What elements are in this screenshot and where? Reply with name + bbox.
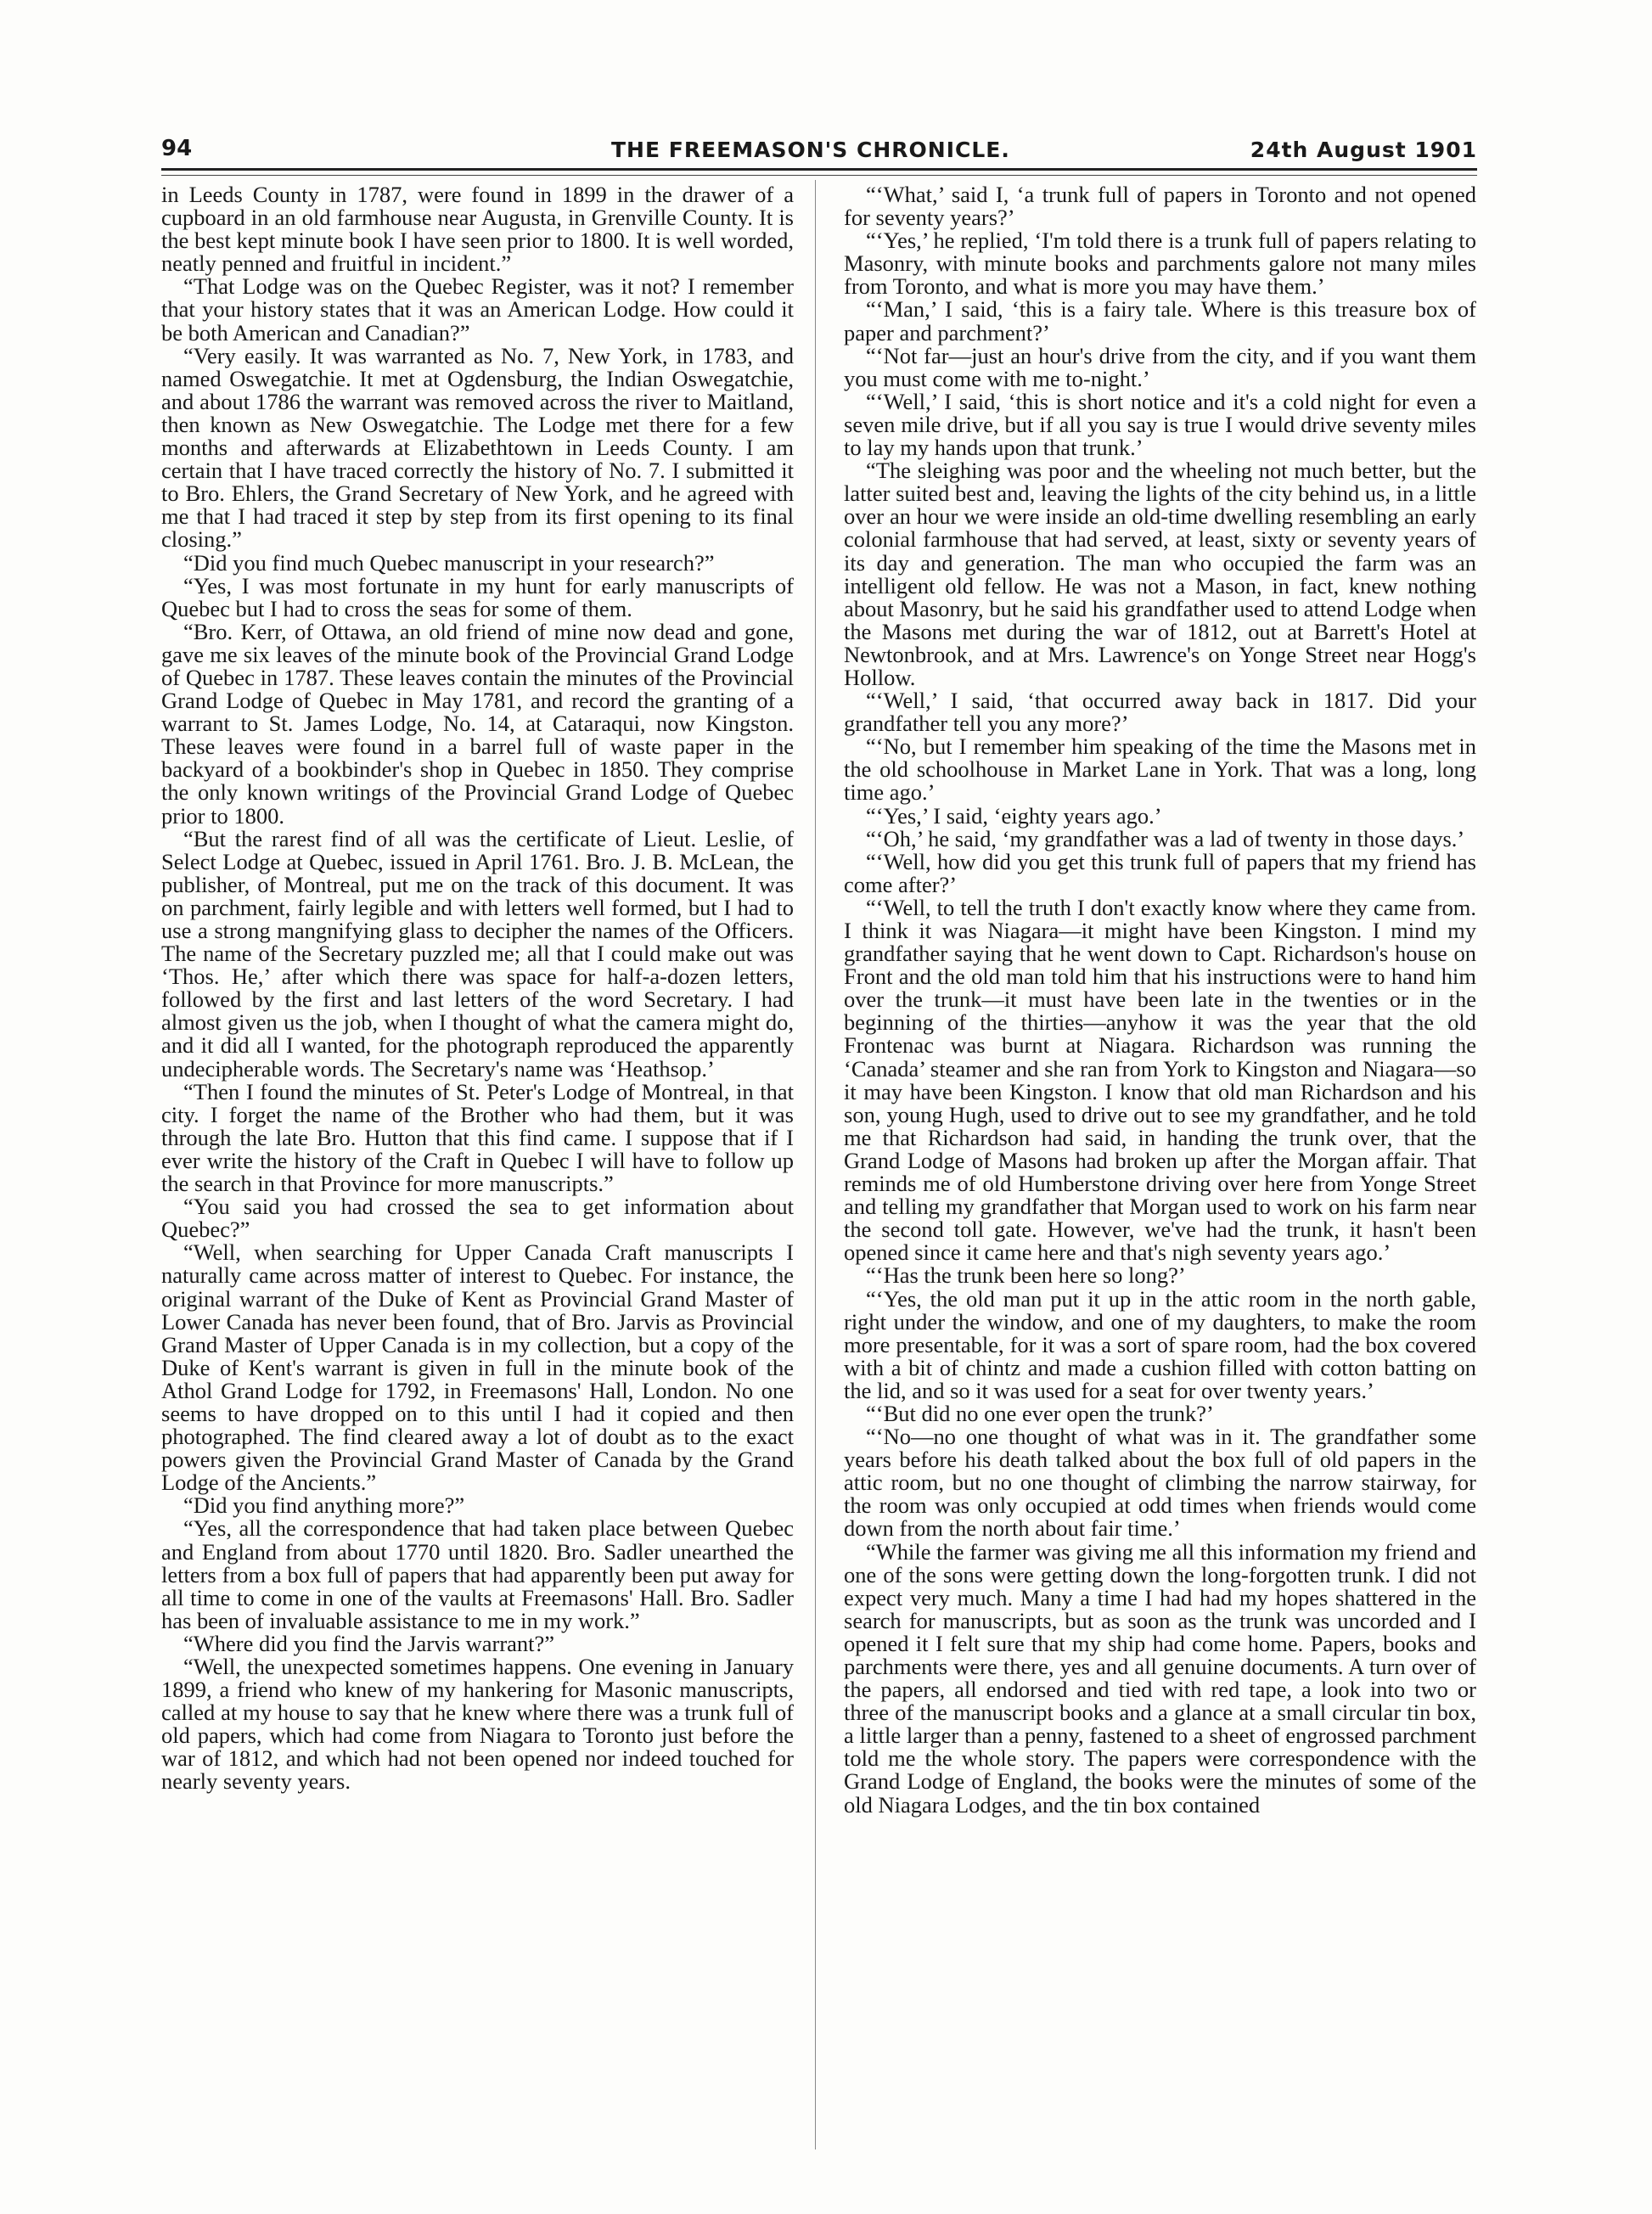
- paragraph: “‘Yes, the old man put it up in the attic room in the north gable, right under the window, and one of my daughters, to make the room more presentable, for it was a sort of spare room, had the box covered with a bit of chintz and made a cushion filled with cotton batting on the lid, and so it was used for a seat for over twenty years.’: [844, 1285, 1476, 1403]
- issue-date: 24th August 1901: [1250, 138, 1477, 162]
- paragraph: “‘Yes,’ I said, ‘eighty years ago.’: [866, 802, 1162, 829]
- paragraph: “‘Oh,’ he said, ‘my grandfather was a lad of twenty in those days.’: [866, 825, 1465, 851]
- left-column: [161, 183, 794, 1794]
- paragraph: “The sleighing was poor and the wheeling not much better, but the latter suited best and, leaving the lights of the city behind us, in a little over an hour we were inside an old-time dwelling resembling an early colonial farmhouse that had served, at least, sixty or seventy years of its day and generation. The man who occupied the farm was an intelligent old fellow. He was not a Mason, in fact, knew nothing about Masonry, but he said his grandfather used to attend Lodge when the Masons met during the war of 1812, out at Barrett's Hotel at Newtonbrook, and at Mrs. Lawrence's on Yonge Street near Hogg's Hollow.: [844, 458, 1476, 690]
- paragraph: “Where did you find the Jarvis warrant?”: [183, 1630, 555, 1656]
- page-number: 94: [161, 136, 193, 161]
- column-divider: [815, 180, 816, 2149]
- paragraph: “‘But did no one ever open the trunk?’: [866, 1400, 1214, 1426]
- paragraph: “‘No, but I remember him speaking of the time the Masons met in the old schoolhouse in Market Lane in York. That was a long, long time ago.’: [844, 733, 1476, 806]
- paragraph: “‘Well, how did you get this trunk full of papers that my friend has come after?’: [844, 848, 1476, 897]
- paragraph: “Yes, all the correspondence that had taken place between Quebec and England from about 1770 until 1820. Bro. Sadler unearthed the letters from a box full of papers that had apparently been put away for all time to come in one of the vaults at Freemasons' Hall. Bro. Sadler has been of invaluable assistance to me in my work.”: [161, 1515, 794, 1633]
- paragraph: “But the rarest find of all was the certificate of Lieut. Leslie, of Select Lodge at Quebec, issued in April 1761. Bro. J. B. McLean, the publisher, of Montreal, put me on the track of this document. It was on parchment, fairly legible and with letters well formed, but I had to use a strong mangnifying glass to decipher the names of the Officers. The name of the Secretary puzzled me; all that I could make out was ‘Thos. He,’ after which there was space for half-a-dozen letters, followed by the first and last letters of the word Secretary. I had almost given us the job, when I thought of what the camera might do, and it did all I wanted, for the photograph reproduced the apparently undecipherable words. The Secretary's name was ‘Heathsop.’: [161, 825, 794, 1082]
- paragraph: “‘No—no one thought of what was in it. The grandfather some years before his death talked about the box full of old papers in the attic room, but no one thought of climbing the narrow stairway, for the room was only occupied at odd times when friends would come down from the north about fair time.’: [844, 1424, 1476, 1542]
- right-column: [844, 183, 1476, 1817]
- paragraph: “Bro. Kerr, of Ottawa, an old friend of mine now dead and gone, gave me six leaves of the minute book of the Provincial Grand Lodge of Quebec in 1787. These leaves contain the minutes of the Provincial Grand Lodge of Quebec in May 1781, and record the granting of a warrant to St. James Lodge, No. 14, at Cataraqui, now Kingston. These leaves were found in a barrel full of waste paper in the backyard of a bookbinder's shop in Quebec in 1850. They comprise the only known writings of the Provincial Grand Lodge of Quebec prior to 1800.: [161, 618, 794, 829]
- paragraph: “Did you find anything more?”: [183, 1492, 465, 1519]
- paragraph: “Then I found the minutes of St. Peter's Lodge of Montreal, in that city. I forget the name of the Brother who had them, but it was through the late Bro. Hutton that this find came. I suppose that if I ever write the history of the Craft in Quebec I will have to follow up the search in that Province for more manuscripts.”: [161, 1078, 794, 1197]
- paragraph: “‘Well,’ I said, ‘that occurred away back in 1817. Did your grandfather tell you any more?’: [844, 688, 1476, 737]
- paragraph: “You said you had crossed the sea to get information about Quebec?”: [161, 1194, 794, 1243]
- paragraph: “Yes, I was most fortunate in my hunt for early manuscripts of Quebec but I had to cross the seas for some of them.: [161, 572, 794, 621]
- paragraph: “Well, the unexpected sometimes happens. One evening in January 1899, a friend who knew of my hankering for Masonic manuscripts, called at my house to say that he knew where there was a trunk full of old papers, which had come from Niagara to Toronto just before the war of 1812, and which had not been opened nor indeed touched for nearly seventy years.: [161, 1654, 794, 1795]
- paragraph: “While the farmer was giving me all this information my friend and one of the sons were getting down the long-forgotten trunk. I did not expect very much. Many a time I had had my hopes shattered in the search for manuscripts, but as soon as the trunk was uncorded and I opened it I felt sure that my ship had come home. Papers, books and parchments were there, yes and all genuine documents. A turn over of the papers, all endorsed and tied with red tape, a look into two or three of the manuscript books and a glance at a small circular tin box, a little larger than a penny, fastened to a sheet of engrossed parchment told me the whole story. The papers were correspondence with the Grand Lodge of England, the books were the minutes of some of the old Niagara Lodges, and the tin box contained: [844, 1538, 1476, 1818]
- header-rule: [161, 168, 1477, 171]
- publication-title: THE FREEMASON'S CHRONICLE.: [611, 138, 1010, 162]
- paragraph: in Leeds County in 1787, were found in 1899 in the drawer of a cupboard in an old farmhouse near Augusta, in Grenville County. It is the best kept minute book I have seen prior to 1800. It is well worded, neatly penned and fruitful in incident.”: [161, 182, 794, 277]
- paragraph: “‘Well, to tell the truth I don't exactly know where they came from. I think it was Niagara—it might have been Kingston. I mind my grandfather saying that he went down to Capt. Richardson's house on Front and the old man told him that his instructions were to hand him over the trunk—it must have been late in the twenties or in the beginning of the thirties—anyhow it was the year that the old Frontenac was burnt at Niagara. Richardson was running the ‘Canada’ steamer and she ran from York to Kingston and Niagara—so it may have been Kingston. I know that old man Richardson and his son, young Hugh, used to drive out to see my grandfather, and he told me that Richardson had said, in handing the trunk over, that the Grand Lodge of Masons had broken up after the Morgan affair. That reminds me of old Humberstone driving over here from Yonge Street and telling my grandfather that Morgan used to work on his farm near the second toll gate. However, we've had the trunk, it hasn't been opened since it came here and that's nigh seventy years ago.’: [844, 894, 1476, 1266]
- paragraph: “‘Has the trunk been here so long?’: [866, 1262, 1186, 1289]
- paragraph: “Well, when searching for Upper Canada Craft manuscripts I naturally came across matter of interest to Quebec. For instance, the original warrant of the Duke of Kent as Provincial Grand Master of Lower Canada has never been found, that of Bro. Jarvis as Provincial Grand Master of Upper Canada is in my collection, but a copy of the Duke of Kent's warrant is given in full in the minute book of the Athol Grand Lodge for 1792, in Freemasons' Hall, London. No one seems to have dropped on to this until I had it copied and then photographed. The find cleared away a lot of doubt as to the exact powers given the Provincial Grand Master of Canada by the Grand Lodge of the Ancients.”: [161, 1239, 794, 1496]
- paragraph: “‘Well,’ I said, ‘this is short notice and it's a cold night for even a seven mile drive, but if all you say is true I would drive seventy miles to lay my hands upon that trunk.’: [844, 388, 1476, 461]
- paragraph: “Did you find much Quebec manuscript in your research?”: [183, 549, 715, 576]
- paragraph: “‘Yes,’ he replied, ‘I'm told there is a trunk full of papers relating to Masonry, with minute books and parchments galore not many miles from Toronto, and what is more you may have them.’: [844, 228, 1476, 300]
- page-header: [161, 136, 1477, 166]
- paragraph: “‘Not far—just an hour's drive from the city, and if you want them you must come with me to-night.’: [844, 342, 1476, 391]
- paragraph: “That Lodge was on the Quebec Register, was it not? I remember that your history states that it was an American Lodge. How could it be both American and Canadian?”: [161, 273, 794, 346]
- paragraph: “‘What,’ said I, ‘a trunk full of papers in Toronto and not opened for seventy years?’: [844, 182, 1476, 231]
- header-rule-thin: [161, 175, 1477, 176]
- paragraph: “‘Man,’ I said, ‘this is a fairy tale. Where is this treasure box of paper and parchment?’: [844, 296, 1476, 346]
- paragraph: “Very easily. It was warranted as No. 7, New York, in 1783, and named Oswegatchie. It met at Ogdensburg, the Indian Oswegatchie, and about 1786 the warrant was removed across the river to Maitland, then known as New Oswegatchie. The Lodge met there for a few months and afterwards at Elizabethtown in Leeds County. I am certain that I have traced correctly the history of No. 7. I submitted it to Bro. Ehlers, the Grand Secretary of New York, and he agreed with me that I had traced it step by step from its first opening to its final closing.”: [161, 342, 794, 553]
